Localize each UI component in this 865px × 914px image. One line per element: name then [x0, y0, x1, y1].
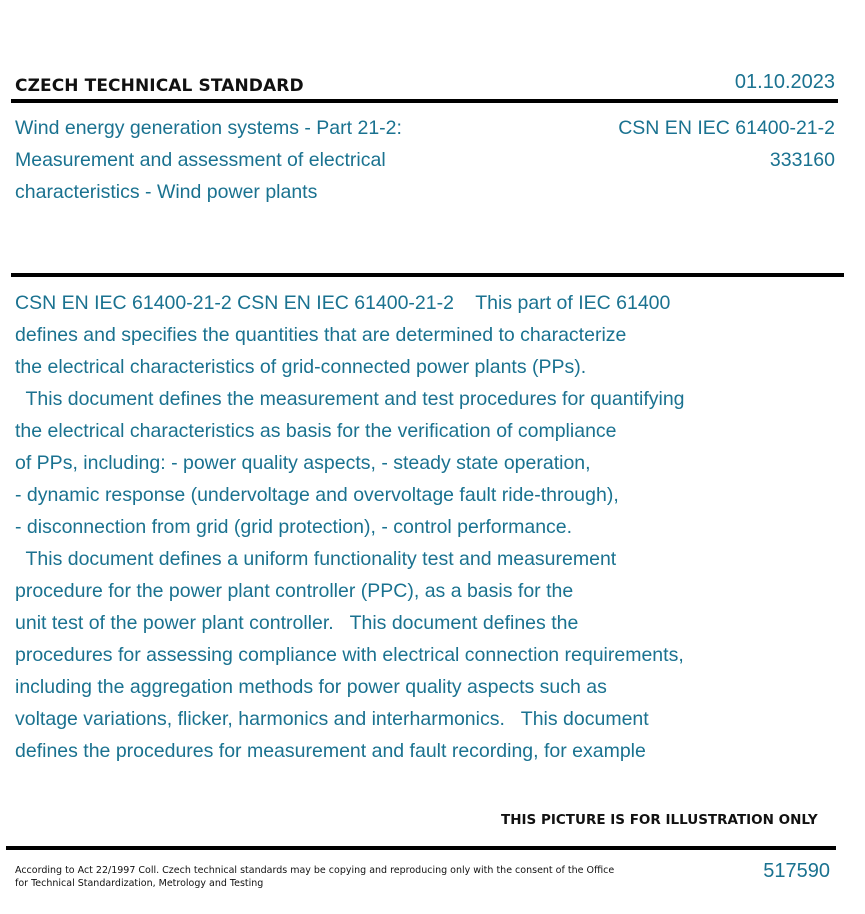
document-type-label: CZECH TECHNICAL STANDARD	[15, 76, 304, 96]
footer-divider	[6, 846, 836, 850]
abstract-line: CSN EN IEC 61400-21-2 CSN EN IEC 61400-21-2 This part of IEC 61400	[15, 292, 671, 314]
title-line-3: characteristics - Wind power plants	[15, 181, 318, 203]
abstract-line: defines and specifies the quantities that are determined to characterize	[15, 324, 627, 346]
abstract-line: - dynamic response (undervoltage and overvoltage fault ride-through),	[15, 484, 619, 506]
title-line-1: Wind energy generation systems - Part 21-2:	[15, 117, 402, 139]
title-divider	[11, 273, 844, 277]
abstract-line: including the aggregation methods for power quality aspects such as	[15, 676, 607, 698]
standard-code: CSN EN IEC 61400-21-2	[618, 117, 835, 139]
abstract-line: procedures for assessing compliance with electrical connection requirements,	[15, 644, 684, 666]
catalog-number: 333160	[769, 149, 835, 171]
abstract-line: unit test of the power plant controller. This document defines the	[15, 612, 579, 634]
abstract-line: This document defines the measurement and test procedures for quantifying	[15, 388, 685, 410]
abstract-line: defines the procedures for measurement and fault recording, for example	[15, 740, 646, 762]
header-divider	[11, 99, 838, 103]
publication-date: 01.10.2023	[734, 71, 835, 93]
abstract-line: procedure for the power plant controller (PPC), as a basis for the	[15, 580, 574, 602]
illustration-disclaimer: THIS PICTURE IS FOR ILLUSTRATION ONLY	[501, 812, 818, 828]
document-id-number: 517590	[763, 860, 830, 882]
abstract-line: - disconnection from grid (grid protection), - control performance.	[15, 516, 573, 538]
abstract-line: of PPs, including: - power quality aspects, - steady state operation,	[15, 452, 591, 474]
abstract-line: voltage variations, flicker, harmonics and interharmonics. This document	[15, 708, 649, 730]
abstract-line: the electrical characteristics as basis for the verification of compliance	[15, 420, 617, 442]
copyright-note-line-1: According to Act 22/1997 Coll. Czech technical standards may be copying and reproducing only with the consent of the Office	[15, 865, 615, 876]
copyright-note-line-2: for Technical Standardization, Metrology and Testing	[15, 878, 264, 889]
abstract-line: This document defines a uniform functionality test and measurement	[15, 548, 617, 570]
title-line-2: Measurement and assessment of electrical	[15, 149, 386, 171]
abstract-line: the electrical characteristics of grid-connected power plants (PPs).	[15, 356, 587, 378]
